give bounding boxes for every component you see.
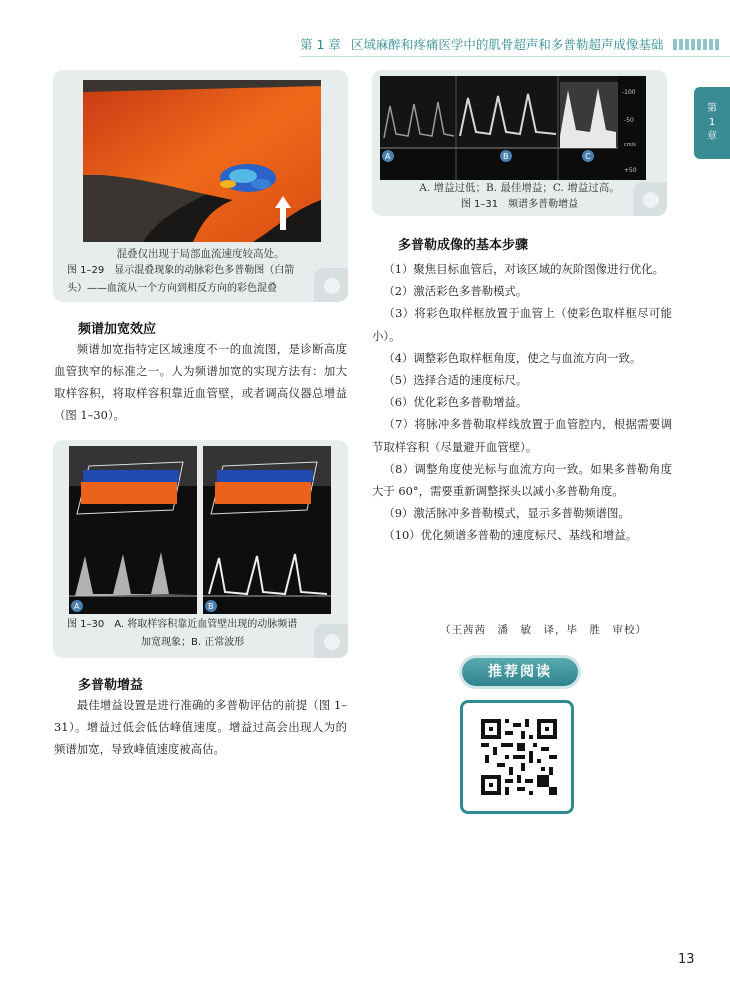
running-header	[300, 30, 730, 58]
paragraph-gain: 最佳增益设置是进行准确的多普勒评估的前提（图 1–31）。增益过低会低估峰值速度。增益过高会出现人为的频谱加宽，导致峰值速度被高估。	[54, 698, 347, 756]
paragraph-broadening: 频谱加宽指特定区域速度不一的血流图，是诊断高度血管狭窄的标准之一。人为频谱加宽的实现方法有：加大取样容积，将取样容积靠近血管壁，或者调高仪器总增益（图 1–30）。	[54, 342, 347, 422]
color-doppler-aliasing-image	[83, 80, 321, 242]
steps-list	[372, 258, 672, 547]
marker-a: A	[385, 152, 391, 161]
scale-label: -50	[624, 117, 634, 124]
step-item: （7）将脉冲多普勒取样线放置于血管腔内，根据需要调节取样容积（尽量避开血管壁）。	[372, 417, 672, 454]
qr-code[interactable]	[460, 700, 574, 814]
step-item: （8）调整角度使光标与血流方向一致。如果多普勒角度大于 60°，需要重新调整探头以减小多普勒角度。	[372, 461, 672, 499]
marker-b: B	[503, 152, 509, 161]
marker-a: A	[74, 602, 80, 611]
fig-1-31-image-caption: A. 增益过低；B. 最佳增益；C. 增益过高。	[419, 182, 620, 194]
scale-label: -100	[622, 89, 636, 96]
figure-corner-decoration	[633, 182, 667, 216]
fig-1-31-caption: 图 1–31 频谱多普勒增益	[460, 199, 579, 210]
header-decoration	[673, 39, 719, 50]
step-item: （5）选择合适的速度标尺。	[383, 373, 528, 388]
step-item: （9）激活脉冲多普勒模式，显示多普勒频谱图。	[383, 506, 630, 521]
scale-label: cm/s	[624, 142, 636, 148]
section-title-steps: 多普勒成像的基本步骤	[398, 238, 529, 253]
fig-1-29-caption: 图 1–29 显示混叠现象的动脉彩色多普勒图（白箭 头）——血流从一个方向到相反方向的彩色混叠	[67, 265, 295, 294]
spectral-doppler-gain-image	[380, 76, 646, 180]
marker-b: B	[208, 602, 214, 611]
section-title-gain: 多普勒增益	[78, 678, 144, 693]
section-title-broadening: 频谱加宽效应	[78, 322, 157, 337]
figure-1-31	[372, 70, 667, 216]
step-item: （4）调整彩色取样框角度，使之与血流方向一致。	[383, 350, 642, 365]
step-item: （1）聚焦目标血管后，对该区域的灰阶图像进行优化。	[383, 262, 665, 276]
header-title: 区域麻醉和疼痛医学中的肌骨超声和多普勒超声成像基础	[350, 37, 664, 52]
figure-1-30	[53, 440, 348, 658]
chapter-side-tab: 第 1 章	[694, 87, 730, 159]
header-rule	[300, 56, 730, 57]
page-number: 13	[678, 952, 695, 967]
recommend-reading-badge: 推荐阅读	[462, 658, 578, 686]
fig-1-29-image-caption: 混叠仅出现于局部血流速度较高处。	[116, 248, 285, 260]
step-item: （10）优化频谱多普勒的速度标尺、基线和增益。	[383, 528, 638, 543]
marker-c: C	[585, 152, 591, 161]
spectral-broadening-image	[69, 446, 331, 614]
header-chapter: 第 1 章	[300, 37, 341, 52]
figure-1-29	[53, 70, 348, 302]
step-item: （6）优化彩色多普勒增益。	[383, 395, 528, 410]
scale-label: +50	[624, 167, 637, 174]
figure-corner-decoration	[314, 268, 348, 302]
fig-1-30-caption: 图 1–30 A. 将取样容积靠近血管壁出现的动脉频谱 加宽现象；B. 正常波形	[67, 619, 298, 648]
translator-credit: （王茜茜 潘 敏 译，毕 胜 审校）	[440, 624, 647, 636]
step-item: （3）将彩色取样框放置于血管上（使彩色取样框尽可能小）。	[372, 306, 672, 343]
qr-code-icon	[481, 719, 557, 795]
step-item: （2）激活彩色多普勒模式。	[383, 284, 528, 299]
figure-corner-decoration	[314, 624, 348, 658]
